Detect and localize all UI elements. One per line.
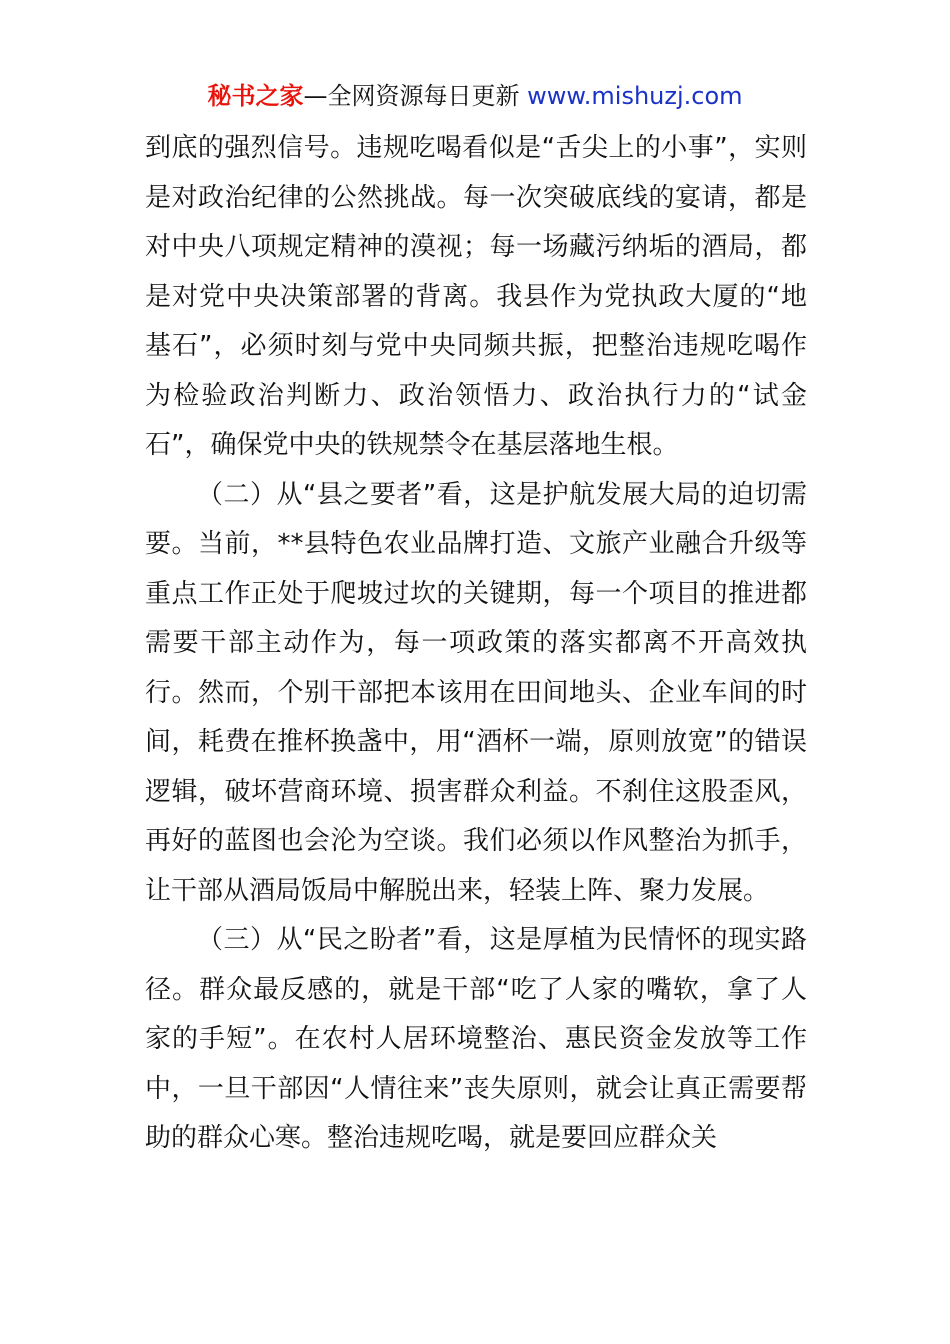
paragraph-section-three: （三）从“民之盼者”看，这是厚植为民情怀的现实路径。群众最反感的，就是干部“吃了人家的嘴软，拿了人家的手短”。在农村人居环境整治、惠民资金发放等工作中，一旦干部因“人情往来”丧失原则，就会让真正需要帮助的群众心寒。整治违规吃喝，就是要回应群众关 [145,925,807,1153]
paragraph-continued: 到底的强烈信号。违规吃喝看似是“舌尖上的小事”，实则是对政治纪律的公然挑战。每一次突破底线的宴请，都是对中央八项规定精神的漠视；每一场藏污纳垢的酒局，都是对党中央决策部署的背离。我县作为党执政大厦的“地基石”，必须时刻与党中央同频共振，把整治违规吃喝作为检验政治判断力、政治领悟力、政治执行力的“试金石”，确保党中央的铁规禁令在基层落地生根。 [145,133,807,460]
document-body [145,124,807,1164]
paragraph-section-two: （二）从“县之要者”看，这是护航发展大局的迫切需要。当前，**县特色农业品牌打造、文旅产业融合升级等重点工作正处于爬坡过坎的关键期，每一个项目的推进都需要干部主动作为，每一项政策的落实都离不开高效执行。然而，个别干部把本该用在田间地头、企业车间的时间，耗费在推杯换盏中，用“酒杯一端，原则放宽”的错误逻辑，破坏营商环境、损害群众利益。不刹住这股歪风，再好的蓝图也会沦为空谈。我们必须以作风整治为抓手，让干部从酒局饭局中解脱出来，轻装上阵、聚力发展。 [145,479,807,906]
brand-name: 秘书之家 [207,82,304,110]
site-url-link[interactable]: www.mishuzj.com [527,82,743,110]
site-header [0,78,950,114]
header-tagline: —全网资源每日更新 [303,82,528,110]
